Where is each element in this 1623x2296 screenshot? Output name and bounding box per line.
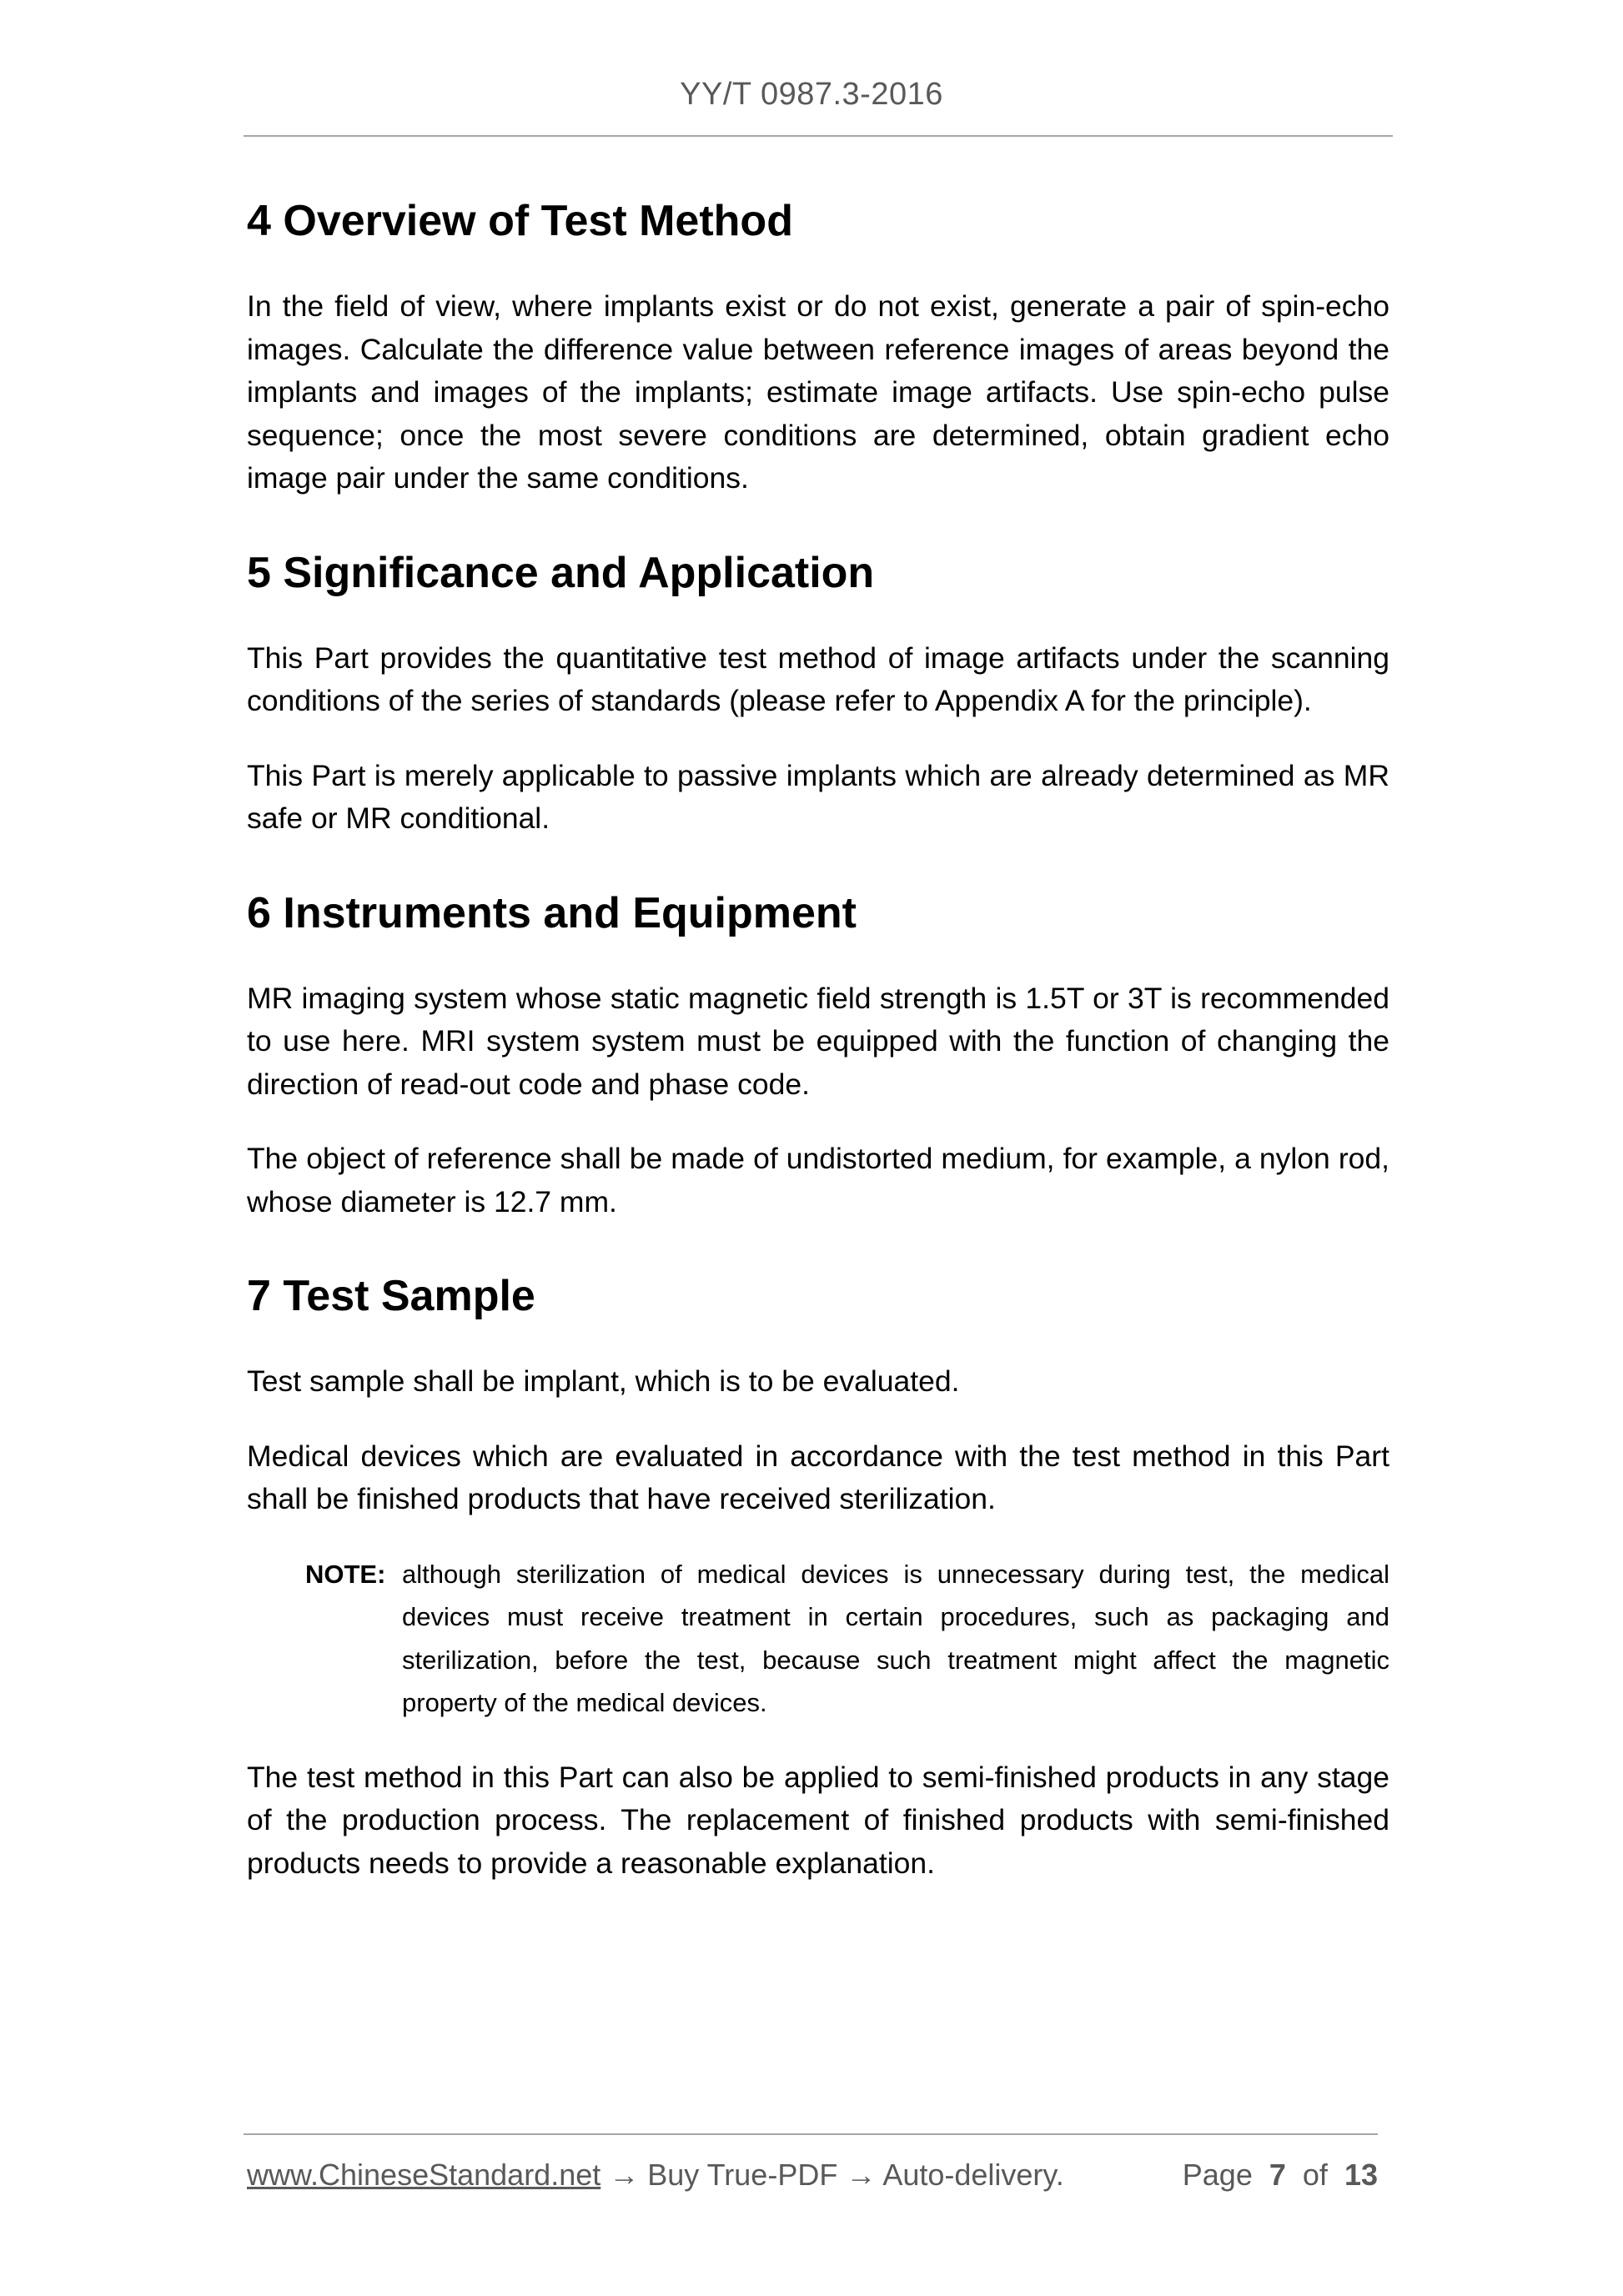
footer-tagline: → Buy True-PDF → Auto-delivery. — [600, 2158, 1064, 2192]
section-7-paragraph-2: Medical devices which are evaluated in accordance with the test method in this Part shall be finished products that have received sterilization. — [247, 1439, 1389, 1515]
section-7-paragraph-3: The test method in this Part can also be applied to semi-finished products in any stage of the production process. The replacement of finished products with semi-finished products needs to provide a reasonable explanation. — [247, 1760, 1389, 1880]
section-7-heading: 7 Test Sample — [247, 1272, 535, 1320]
of-word: of — [1302, 2158, 1328, 2192]
footer-left — [247, 2158, 1064, 2192]
site-link[interactable]: www.ChineseStandard.net — [247, 2158, 601, 2192]
section-5-paragraph-1: This Part provides the quantitative test method of image artifacts under the scanning conditions of the series of standards (please refer to Appendix A for the principle). — [247, 641, 1389, 717]
header-divider — [244, 135, 1393, 137]
section-6-paragraph-1: MR imaging system whose static magnetic field strength is 1.5T or 3T is recommended to use here. MRI system system must be equipped with the function of changing the direction of read-out code and phase code. — [247, 981, 1389, 1101]
current-page: 7 — [1269, 2158, 1286, 2192]
section-5-heading: 5 Significance and Application — [247, 548, 875, 597]
section-6-heading: 6 Instruments and Equipment — [247, 888, 857, 937]
section-6-paragraph-2: The object of reference shall be made of undistorted medium, for example, a nylon rod, whose diameter is 12.7 mm. — [247, 1142, 1389, 1218]
total-pages: 13 — [1344, 2158, 1378, 2192]
page-header: YY/T 0987.3-2016 — [680, 77, 943, 112]
section-7-paragraph-1: Test sample shall be implant, which is to be evaluated. — [247, 1364, 960, 1398]
section-4-heading: 4 Overview of Test Method — [247, 197, 793, 245]
section-5-paragraph-2: This Part is merely applicable to passive implants which are already determined as MR safe or MR conditional. — [247, 758, 1389, 835]
note-label: NOTE: — [305, 1559, 386, 1589]
note-text: although sterilization of medical devices is unnecessary during test, the medical devices must receive treatment in certain procedures, such as packaging and sterilization, before the test, because such treatment might affect the magnetic property of the medical devices. — [402, 1559, 1389, 1717]
page-word: Page — [1182, 2158, 1253, 2192]
page-number — [1183, 2156, 1378, 2194]
section-4-paragraph-1: In the field of view, where implants exist or do not exist, generate a pair of spin-echo images. Calculate the difference value between reference images of areas beyond the implants and images of the implants; estimate image artifacts. Use spin-echo pulse sequence; once the most severe conditions are determined, obtain gradient echo image pair under the same conditions. — [247, 289, 1389, 495]
note-block — [247, 1553, 1389, 1725]
page-footer — [247, 2156, 1378, 2194]
document-body — [247, 192, 1389, 1885]
footer-divider — [244, 2133, 1378, 2135]
